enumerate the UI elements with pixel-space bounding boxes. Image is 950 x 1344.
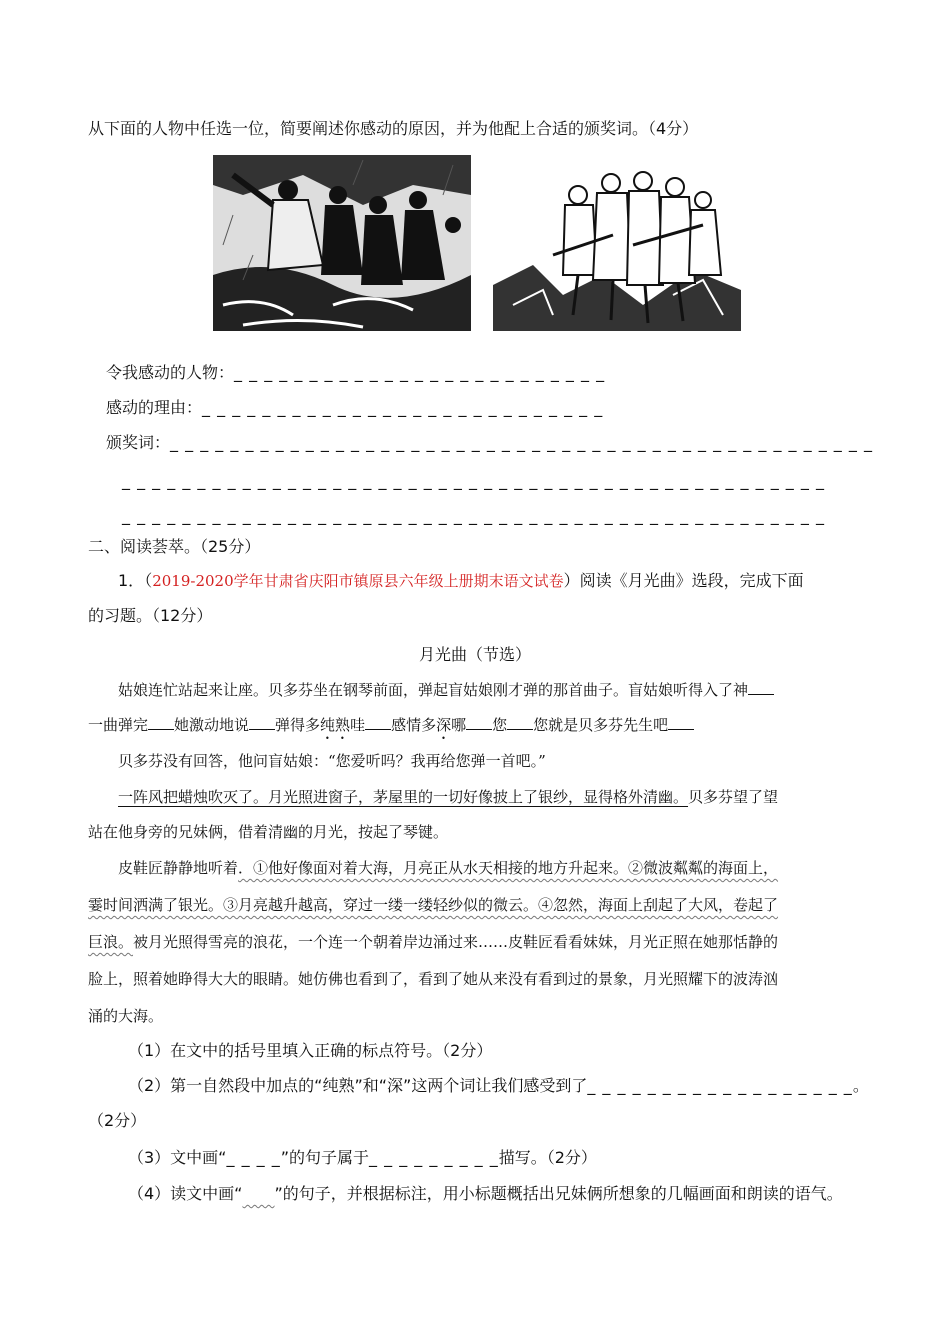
wavy-sentence-part2: 霎时间洒满了银光。③月亮越升越高，穿过一缕一缕轻纱似的微云。④忽然，海面上刮起了大风，卷起了 [88, 896, 779, 914]
illustration-soldiers [493, 155, 741, 331]
punctuation-blank[interactable] [466, 713, 492, 730]
subquestion-1: （1）在文中的括号里填入正确的标点符号。（2分） [128, 1041, 493, 1060]
award-answer-line-2[interactable]: _ _ _ _ _ _ _ _ _ _ _ _ _ _ _ _ _ _ _ _ _ _ _ _ _ _ _ _ _ _ _ _ _ _ _ _ _ _ _ _ _ _ _ _ _ _ _ [122, 471, 825, 490]
underlined-sentence: 一阵风把蜡烛吹灭了。月光照进窗子，茅屋里的一切好像披上了银纱，显得格外清幽。 [118, 788, 689, 806]
question1-source: 2019-2020学年甘肃省庆阳市镇原县六年级上册期末语文试卷 [152, 572, 564, 590]
question1-text: ）阅读《月光曲》选段，完成下面 [563, 571, 804, 590]
person-label: 令我感动的人物： [106, 363, 235, 382]
passage-p4-line4: 脸上，照着她睁得大大的眼睛。她仿佛也看到了，看到了她从来没有看到过的景象，月光照耀下的波涛汹 [88, 970, 779, 988]
underline-mark-sample: _ _ _ _ [226, 1148, 281, 1167]
subquestion-4: （4）读文中画“ ”的句子，并根据标注，用小标题概括出兄妹俩所想象的几幅画面和朗读的语气。 [128, 1184, 843, 1203]
passage-title: 月光曲（节选） [418, 645, 531, 664]
question1-number: 1． [118, 571, 145, 590]
person-row [106, 362, 605, 384]
passage-p1-line2: 一曲弹完 她激动地说 弹得多纯熟哇 感情多深哪 您 您就是贝多芬先生吧 [88, 713, 694, 743]
punctuation-blank[interactable] [668, 713, 694, 730]
wavy-sentence-part1: ．①他好像面对着大海，月亮正从水天相接的地方升起来。②微波粼粼的海面上， [238, 859, 779, 877]
subquestion-2-score: （2分） [88, 1111, 147, 1130]
award-answer-line-1[interactable]: _ _ _ _ _ _ _ _ _ _ _ _ _ _ _ _ _ _ _ _ _ _ _ _ _ _ _ _ _ _ _ _ _ _ _ _ _ _ _ _ _ _ _ _ _ _ _ [170, 433, 873, 452]
reason-row [106, 397, 603, 419]
award-row [106, 432, 873, 454]
question1-line2: 的习题。（12分） [88, 606, 213, 625]
award-label: 颁奖词： [106, 433, 171, 452]
question-intro: 从下面的人物中任选一位，简要阐述你感动的原因，并为他配上合适的颁奖词。（4分） [88, 119, 699, 138]
dotted-word-chunshu: 纯熟 [320, 716, 351, 734]
question1-line1 [118, 570, 804, 592]
passage-p1-line1: 姑娘连忙站起来让座。贝多芬坐在钢琴前面，弹起盲姑娘刚才弹的那首曲子。盲姑娘听得入了神 [118, 678, 774, 701]
punctuation-blank[interactable] [148, 713, 174, 730]
punctuation-blank[interactable] [748, 678, 774, 695]
punctuation-blank[interactable] [507, 713, 533, 730]
subquestion-2: （2）第一自然段中加点的“纯熟”和“深”这两个词让我们感受到了_ _ _ _ _ _ _ _ _ _ _ _ _ _ _ _ _ _。 [128, 1076, 869, 1095]
passage-p3-line2: 站在他身旁的兄妹俩，借着清幽的月光，按起了琴键。 [88, 823, 449, 841]
award-answer-line-3[interactable]: _ _ _ _ _ _ _ _ _ _ _ _ _ _ _ _ _ _ _ _ _ _ _ _ _ _ _ _ _ _ _ _ _ _ _ _ _ _ _ _ _ _ _ _ _ _ _ [122, 506, 825, 525]
source-open-paren: （ [144, 571, 153, 590]
reason-label: 感动的理由： [106, 398, 203, 417]
section2-heading: 二、阅读荟萃。（25分） [88, 537, 261, 556]
subquestion-3: （3）文中画“_ _ _ _”的句子属于_ _ _ _ _ _ _ _ _描写。（2分） [128, 1148, 597, 1167]
punctuation-blank[interactable] [249, 713, 275, 730]
punctuation-blank[interactable] [365, 713, 391, 730]
wavy-mark-sample [242, 1184, 274, 1203]
passage-p4-line2 [88, 894, 778, 916]
dotted-word-shen: 深 [436, 716, 452, 734]
wavy-sentence-part3: 巨浪。 [88, 933, 134, 951]
reason-answer-line[interactable]: _ _ _ _ _ _ _ _ _ _ _ _ _ _ _ _ _ _ _ _ _ _ _ _ _ _ _ [202, 398, 604, 417]
illustration-storm-figures [213, 155, 471, 331]
passage-p3-line1: 一阵风把蜡烛吹灭了。月光照进窗子，茅屋里的一切好像披上了银纱，显得格外清幽。贝多芬望了望 [118, 788, 779, 806]
person-answer-line[interactable]: _ _ _ _ _ _ _ _ _ _ _ _ _ _ _ _ _ _ _ _ _ _ _ _ _ [234, 363, 606, 382]
passage-p4-line1: 皮鞋匠静静地听着．①他好像面对着大海，月亮正从水天相接的地方升起来。②微波粼粼的海面上， [118, 859, 779, 877]
subquestion-2-answer-line[interactable]: _ _ _ _ _ _ _ _ _ _ _ _ _ _ _ _ _ _ [587, 1076, 853, 1095]
passage-p4-line5: 涌的大海。 [88, 1007, 164, 1025]
passage-p2: 贝多芬没有回答，他问盲姑娘：“您爱听吗？我再给您弹一首吧。” [118, 752, 546, 770]
subquestion-3-answer-line[interactable]: _ _ _ _ _ _ _ _ _ [369, 1148, 499, 1167]
passage-p4-line3: 巨浪。被月光照得雪亮的浪花，一个连一个朝着岸边涌过来……皮鞋匠看看妹妹，月光正照在她那恬静的 [88, 933, 779, 951]
